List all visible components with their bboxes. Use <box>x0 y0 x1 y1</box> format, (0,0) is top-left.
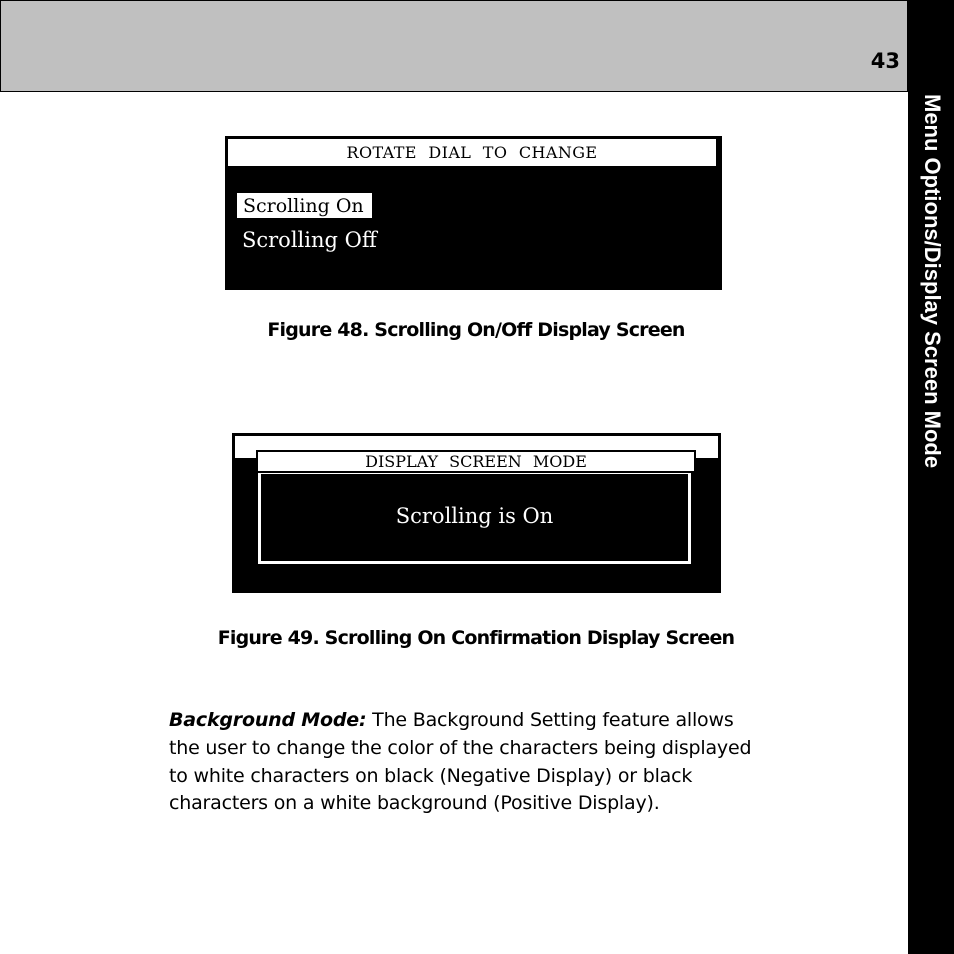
figure-49-caption: Figure 49. Scrolling On Confirmation Display Screen <box>217 627 735 649</box>
figure-48-caption: Figure 48. Scrolling On/Off Display Screen <box>267 319 685 341</box>
paragraph-text: The Background Setting feature allows <box>366 709 734 731</box>
side-tab-label: Menu Options/Display Screen Mode <box>920 94 945 469</box>
paragraph-line <box>169 707 829 735</box>
paragraph-line: characters on a white background (Positive Display). <box>169 792 660 815</box>
page-number: 43 <box>870 49 900 73</box>
scrolling-confirmation-screen <box>232 433 721 593</box>
background-mode-paragraph <box>169 707 829 818</box>
term-label: Background Mode: <box>169 709 367 731</box>
scrolling-on-off-screen <box>225 136 722 290</box>
paragraph-line: the user to change the color of the characters being displayed <box>169 736 752 759</box>
menu-option-scrolling-on: Scrolling On <box>237 193 372 218</box>
header-band <box>0 0 908 92</box>
confirmation-message: Scrolling is On <box>395 504 554 528</box>
paragraph-line: to white characters on black (Negative Display) or black <box>169 764 693 787</box>
menu-option-scrolling-off: Scrolling Off <box>242 228 377 252</box>
screen-title: ROTATE DIAL TO CHANGE <box>228 139 716 166</box>
screen-title: DISPLAY SCREEN MODE <box>256 450 696 473</box>
